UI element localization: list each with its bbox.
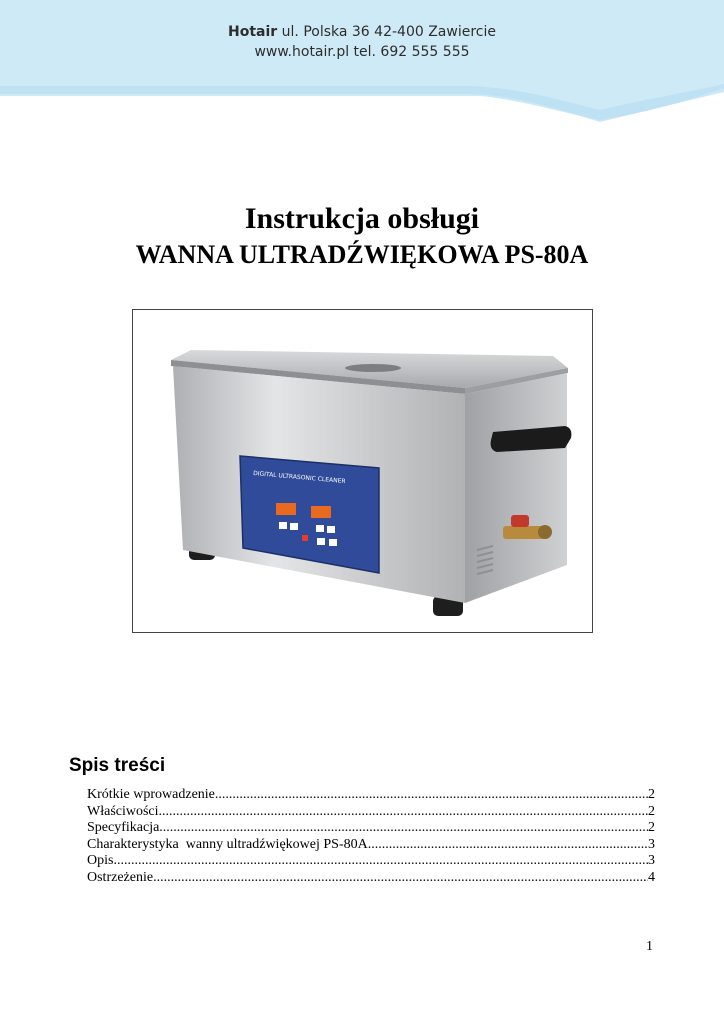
toc-entry-page: 3: [648, 853, 655, 869]
company-contact: www.hotair.pl tel. 692 555 555: [254, 44, 470, 60]
toc-entry[interactable]: [87, 837, 655, 854]
toc-entry[interactable]: [87, 853, 655, 870]
toc-entry-label: Opis: [87, 853, 114, 869]
table-of-contents: [87, 787, 655, 887]
product-photo: [132, 309, 593, 633]
toc-entry-label: Charakterystyka wanny ultradźwiękowej PS-80A: [87, 836, 368, 852]
toc-leader-dots: [153, 870, 648, 887]
toc-entry-page: 3: [648, 836, 655, 852]
toc-entry-label: Właściwości: [87, 803, 159, 819]
toc-entry-page: 2: [648, 803, 655, 819]
toc-entry[interactable]: [87, 787, 655, 804]
toc-entry-label: Krótkie wprowadzenie: [87, 787, 215, 802]
toc-leader-dots: [368, 837, 648, 854]
panel-label: DIGITAL ULTRASONIC CLEANER: [252, 470, 346, 486]
toc-entry[interactable]: [87, 820, 655, 837]
toc-leader-dots: [113, 853, 648, 870]
toc-entry-page: 2: [648, 820, 655, 836]
company-address: ul. Polska 36 42-400 Zawiercie: [281, 24, 496, 40]
title-line2: WANNA ULTRADŹWIĘKOWA PS-80A: [135, 240, 589, 269]
company-name: Hotair: [228, 24, 278, 40]
ultrasonic-cleaner-illustration: [133, 310, 592, 632]
page-number: 1: [646, 939, 653, 954]
header-band: [0, 0, 724, 125]
toc-entry-page: 4: [648, 869, 655, 885]
letterhead-line1: [0, 22, 724, 42]
toc-entry-label: Specyfikacja: [87, 820, 160, 836]
document-title: [0, 200, 724, 272]
toc-heading: Spis treści: [69, 755, 166, 776]
letterhead: [0, 22, 724, 62]
toc-entry-label: Ostrzeżenie: [87, 869, 154, 885]
toc-entry[interactable]: [87, 870, 655, 887]
toc-leader-dots: [159, 820, 648, 837]
toc-entry[interactable]: [87, 804, 655, 821]
toc-entry-page: 2: [648, 787, 655, 802]
toc-leader-dots: [215, 787, 648, 804]
title-line1: Instrukcja obsługi: [244, 202, 480, 235]
toc-leader-dots: [159, 804, 648, 821]
